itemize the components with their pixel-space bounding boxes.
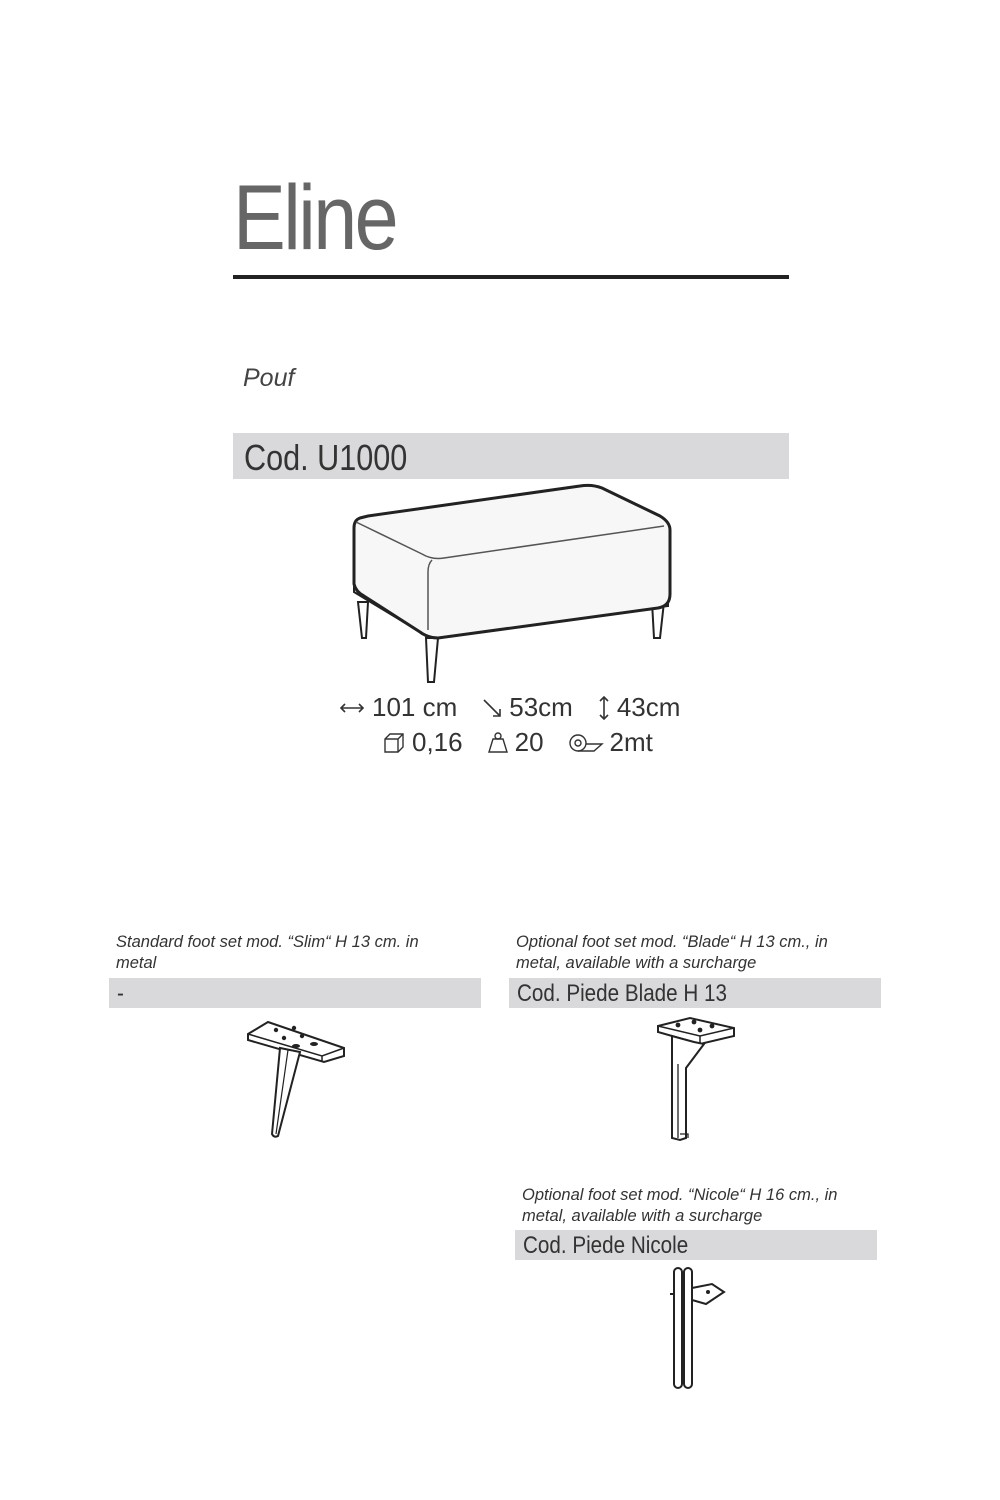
volume-spec	[382, 727, 463, 758]
width-arrow-icon	[338, 700, 366, 716]
blade-foot-drawing	[654, 1016, 738, 1144]
product-type: Pouf	[243, 364, 295, 392]
foot-blade-code-bar	[509, 978, 881, 1008]
product-code-bar	[233, 433, 789, 479]
product-code: Cod. U1000	[244, 437, 408, 478]
width-value: 101 cm	[372, 692, 458, 722]
volume-value: 0,16	[412, 727, 463, 757]
depth-value: 53cm	[509, 692, 573, 722]
height-spec	[597, 692, 681, 723]
weight-spec	[487, 727, 544, 758]
foot-slim-code: -	[117, 980, 124, 1007]
foot-nicole-code-bar	[515, 1230, 877, 1260]
depth-spec	[481, 692, 573, 723]
title-divider	[233, 275, 789, 279]
height-value: 43cm	[616, 692, 681, 722]
fabric-roll-icon	[568, 732, 604, 754]
dimensions-row	[338, 692, 680, 723]
depth-arrow-icon	[481, 697, 503, 719]
height-arrow-icon	[597, 695, 611, 721]
product-title: Eline	[233, 167, 397, 269]
foot-nicole-description: Optional foot set mod. “Nicole“ H 16 cm., in metal, available with a surcharge	[522, 1186, 838, 1225]
packaging-row	[382, 727, 653, 758]
foot-blade-code: Cod. Piede Blade H 13	[517, 980, 727, 1007]
foot-blade-description: Optional foot set mod. “Blade“ H 13 cm., in metal, available with a surcharge	[516, 933, 828, 972]
foot-slim-description: Standard foot set mod. “Slim“ H 13 cm. in metal	[116, 933, 419, 972]
fabric-spec	[568, 727, 653, 758]
slim-foot-drawing	[244, 1018, 348, 1140]
box-icon	[382, 731, 406, 755]
foot-slim-code-bar	[109, 978, 481, 1008]
weight-value: 20	[514, 727, 544, 757]
width-spec	[338, 692, 457, 723]
fabric-value: 2mt	[609, 727, 653, 757]
foot-nicole-code: Cod. Piede Nicole	[523, 1232, 689, 1259]
weight-icon	[487, 731, 509, 755]
nicole-foot-drawing	[664, 1264, 728, 1392]
pouf-drawing	[340, 480, 680, 690]
